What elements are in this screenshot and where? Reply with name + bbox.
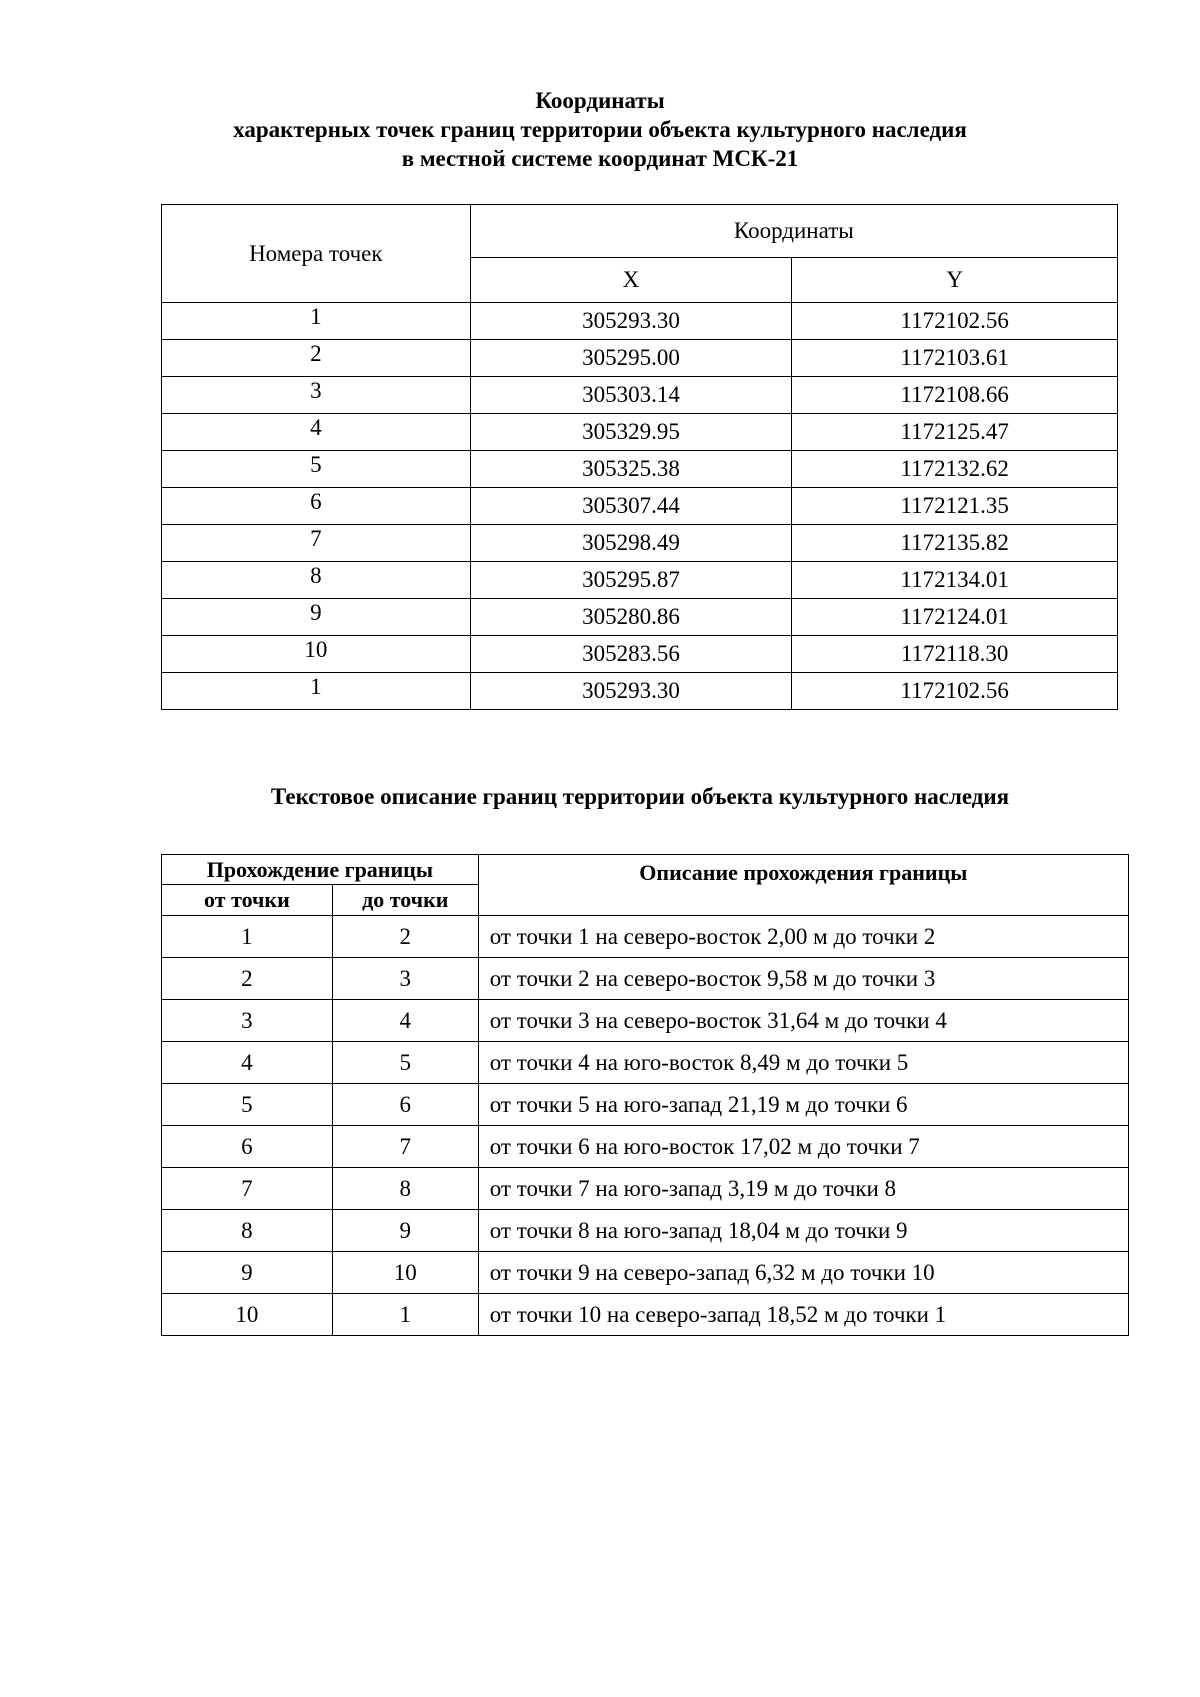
coordinates-table (161, 204, 1118, 710)
header-boundary-passage: Прохождение границы (162, 855, 479, 885)
description-cell: от точки 10 на северо-запад 18,52 м до точки 1 (478, 1294, 1128, 1336)
description-cell: от точки 7 на юго-запад 3,19 м до точки 8 (478, 1168, 1128, 1210)
x-coordinate-cell: 305293.30 (470, 303, 792, 340)
table-row (162, 599, 1118, 636)
point-number-cell: 5 (162, 451, 471, 488)
from-point-cell: 9 (162, 1252, 333, 1294)
table-row (162, 414, 1118, 451)
x-coordinate-cell: 305283.56 (470, 636, 792, 673)
y-coordinate-cell: 1172108.66 (792, 377, 1118, 414)
point-number-cell: 1 (162, 303, 471, 340)
boundary-description-table (161, 854, 1129, 1336)
table-row (162, 1126, 1129, 1168)
section-subtitle: Текстовое описание границ территории объекта культурного наследия (270, 784, 1010, 809)
table-row (162, 340, 1118, 377)
x-coordinate-cell: 305295.00 (470, 340, 792, 377)
point-number-cell: 9 (162, 599, 471, 636)
title-line-1: Координаты (535, 88, 665, 113)
y-coordinate-cell: 1172102.56 (792, 303, 1118, 340)
x-coordinate-cell: 305293.30 (470, 673, 792, 710)
point-number-cell: 10 (162, 636, 471, 673)
to-point-cell: 9 (332, 1210, 478, 1252)
to-point-cell: 3 (332, 958, 478, 1000)
table-row (162, 1084, 1129, 1126)
description-cell: от точки 3 на северо-восток 31,64 м до точки 4 (478, 1000, 1128, 1042)
x-coordinate-cell: 305329.95 (470, 414, 792, 451)
point-number-cell: 2 (162, 340, 471, 377)
table-row (162, 636, 1118, 673)
x-coordinate-cell: 305298.49 (470, 525, 792, 562)
table-row (162, 377, 1118, 414)
table-row (162, 562, 1118, 599)
table-row (162, 1252, 1129, 1294)
y-coordinate-cell: 1172102.56 (792, 673, 1118, 710)
to-point-cell: 5 (332, 1042, 478, 1084)
header-description: Описание прохождения границы (478, 855, 1128, 916)
table-row (162, 673, 1118, 710)
table-row (162, 1042, 1129, 1084)
table-row (162, 451, 1118, 488)
point-number-cell: 8 (162, 562, 471, 599)
point-number-cell: 3 (162, 377, 471, 414)
x-coordinate-cell: 305295.87 (470, 562, 792, 599)
point-number-cell: 6 (162, 488, 471, 525)
description-cell: от точки 4 на юго-восток 8,49 м до точки 5 (478, 1042, 1128, 1084)
header-from-point: от точки (162, 885, 333, 916)
description-cell: от точки 5 на юго-запад 21,19 м до точки 6 (478, 1084, 1128, 1126)
to-point-cell: 2 (332, 916, 478, 958)
header-to-point: до точки (332, 885, 478, 916)
header-x: X (470, 258, 792, 303)
x-coordinate-cell: 305280.86 (470, 599, 792, 636)
y-coordinate-cell: 1172135.82 (792, 525, 1118, 562)
from-point-cell: 2 (162, 958, 333, 1000)
table-row (162, 1168, 1129, 1210)
point-number-cell: 1 (162, 673, 471, 710)
header-coordinates: Координаты (470, 205, 1117, 258)
description-cell: от точки 9 на северо-запад 6,32 м до точки 10 (478, 1252, 1128, 1294)
to-point-cell: 1 (332, 1294, 478, 1336)
table-row (162, 303, 1118, 340)
description-cell: от точки 8 на юго-запад 18,04 м до точки 9 (478, 1210, 1128, 1252)
to-point-cell: 8 (332, 1168, 478, 1210)
table-row (162, 958, 1129, 1000)
from-point-cell: 10 (162, 1294, 333, 1336)
y-coordinate-cell: 1172124.01 (792, 599, 1118, 636)
from-point-cell: 4 (162, 1042, 333, 1084)
to-point-cell: 4 (332, 1000, 478, 1042)
table-row (162, 525, 1118, 562)
table-row (162, 1000, 1129, 1042)
header-y: Y (792, 258, 1118, 303)
from-point-cell: 1 (162, 916, 333, 958)
table-row (162, 1210, 1129, 1252)
point-number-cell: 4 (162, 414, 471, 451)
y-coordinate-cell: 1172132.62 (792, 451, 1118, 488)
table-row (162, 1294, 1129, 1336)
y-coordinate-cell: 1172121.35 (792, 488, 1118, 525)
from-point-cell: 6 (162, 1126, 333, 1168)
table-row (162, 488, 1118, 525)
table-row (162, 916, 1129, 958)
from-point-cell: 3 (162, 1000, 333, 1042)
y-coordinate-cell: 1172134.01 (792, 562, 1118, 599)
x-coordinate-cell: 305307.44 (470, 488, 792, 525)
title-line-3: в местной системе координат МСК-21 (401, 146, 799, 171)
x-coordinate-cell: 305303.14 (470, 377, 792, 414)
document-title (0, 86, 1200, 173)
y-coordinate-cell: 1172125.47 (792, 414, 1118, 451)
description-cell: от точки 1 на северо-восток 2,00 м до точки 2 (478, 916, 1128, 958)
point-number-cell: 7 (162, 525, 471, 562)
from-point-cell: 5 (162, 1084, 333, 1126)
description-cell: от точки 6 на юго-восток 17,02 м до точки 7 (478, 1126, 1128, 1168)
description-cell: от точки 2 на северо-восток 9,58 м до точки 3 (478, 958, 1128, 1000)
from-point-cell: 8 (162, 1210, 333, 1252)
x-coordinate-cell: 305325.38 (470, 451, 792, 488)
title-line-2: характерных точек границ территории объекта культурного наследия (233, 117, 967, 142)
to-point-cell: 6 (332, 1084, 478, 1126)
to-point-cell: 10 (332, 1252, 478, 1294)
from-point-cell: 7 (162, 1168, 333, 1210)
y-coordinate-cell: 1172118.30 (792, 636, 1118, 673)
header-point-numbers: Номера точек (162, 205, 471, 303)
y-coordinate-cell: 1172103.61 (792, 340, 1118, 377)
to-point-cell: 7 (332, 1126, 478, 1168)
